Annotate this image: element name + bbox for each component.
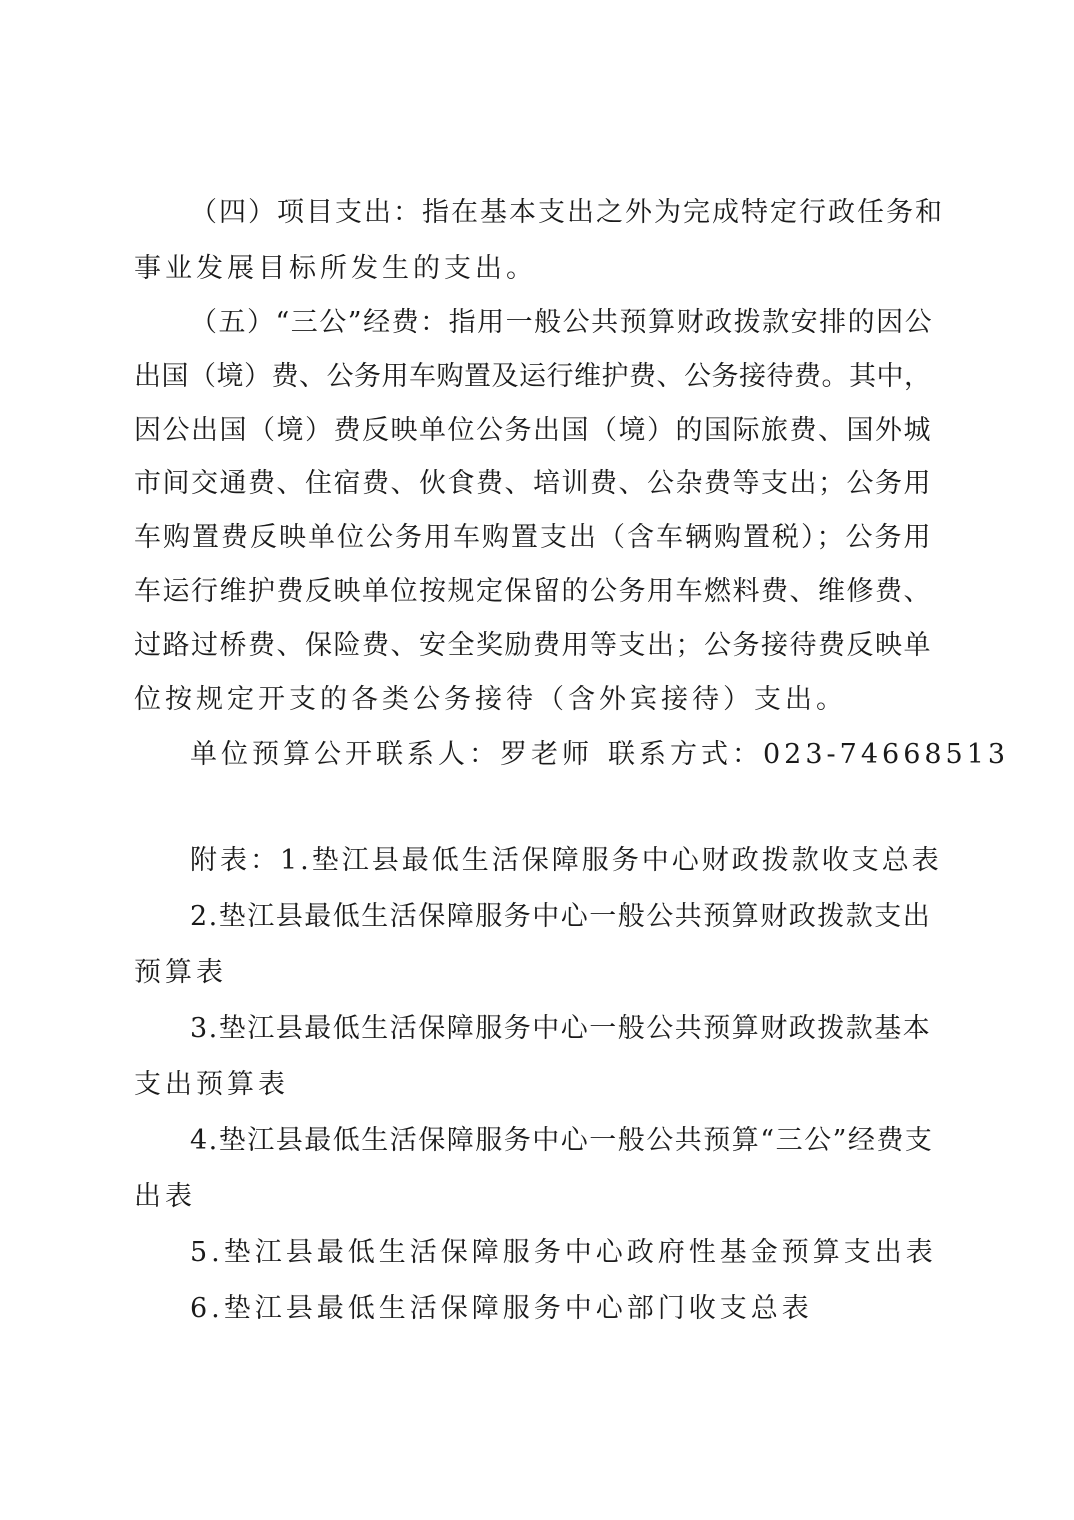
section4-line-2: 事业发展目标所发生的支出。 bbox=[134, 253, 537, 284]
attachment-4-line-2: 出表 bbox=[134, 1181, 196, 1212]
attachment-3-line-2: 支出预算表 bbox=[134, 1069, 289, 1100]
section5-line-1: （五）“三公”经费：指用一般公共预算财政拨款安排的因公 bbox=[190, 307, 934, 338]
contact-line bbox=[0, 726, 1074, 784]
attachment-2-line-2: 预算表 bbox=[134, 957, 227, 988]
attachment-5: 5.垫江县最低生活保障服务中心政府性基金预算支出表 bbox=[190, 1237, 937, 1268]
section4-line-1: （四）项目支出：指在基本支出之外为完成特定行政任务和 bbox=[190, 197, 944, 228]
section5-line-5: 车购置费反映单位公务用车购置支出（含车辆购置税）；公务用 bbox=[134, 522, 933, 553]
section5-line-3: 因公出国（境）费反映单位公务出国（境）的国际旅费、国外城 bbox=[134, 415, 932, 446]
attachment-6: 6.垫江县最低生活保障服务中心部门收支总表 bbox=[190, 1293, 813, 1324]
section5-line-6: 车运行维护费反映单位按规定保留的公务用车燃料费、维修费、 bbox=[134, 576, 932, 607]
contact-phone: 联系方式：023-74668513 bbox=[608, 739, 1010, 770]
section5-line-8: 位按规定开支的各类公务接待（含外宾接待）支出。 bbox=[134, 684, 847, 715]
attachment-4-line-1: 4.垫江县最低生活保障服务中心一般公共预算“三公”经费支 bbox=[190, 1125, 934, 1156]
attachment-2-line-1: 2.垫江县最低生活保障服务中心一般公共预算财政拨款支出 bbox=[190, 901, 932, 932]
attachment-1: 附表：1.垫江县最低生活保障服务中心财政拨款收支总表 bbox=[190, 845, 942, 876]
section5-line-7: 过路过桥费、保险费、安全奖励费用等支出；公务接待费反映单 bbox=[134, 630, 932, 661]
section5-line-4: 市间交通费、住宿费、伙食费、培训费、公杂费等支出；公务用 bbox=[134, 468, 932, 499]
attachment-3-line-1: 3.垫江县最低生活保障服务中心一般公共预算财政拨款基本 bbox=[190, 1013, 932, 1044]
contact-person: 单位预算公开联系人：罗老师 bbox=[190, 739, 593, 770]
section5-line-2: 出国（境）费、公务用车购置及运行维护费、公务接待费。其中， bbox=[134, 361, 932, 392]
